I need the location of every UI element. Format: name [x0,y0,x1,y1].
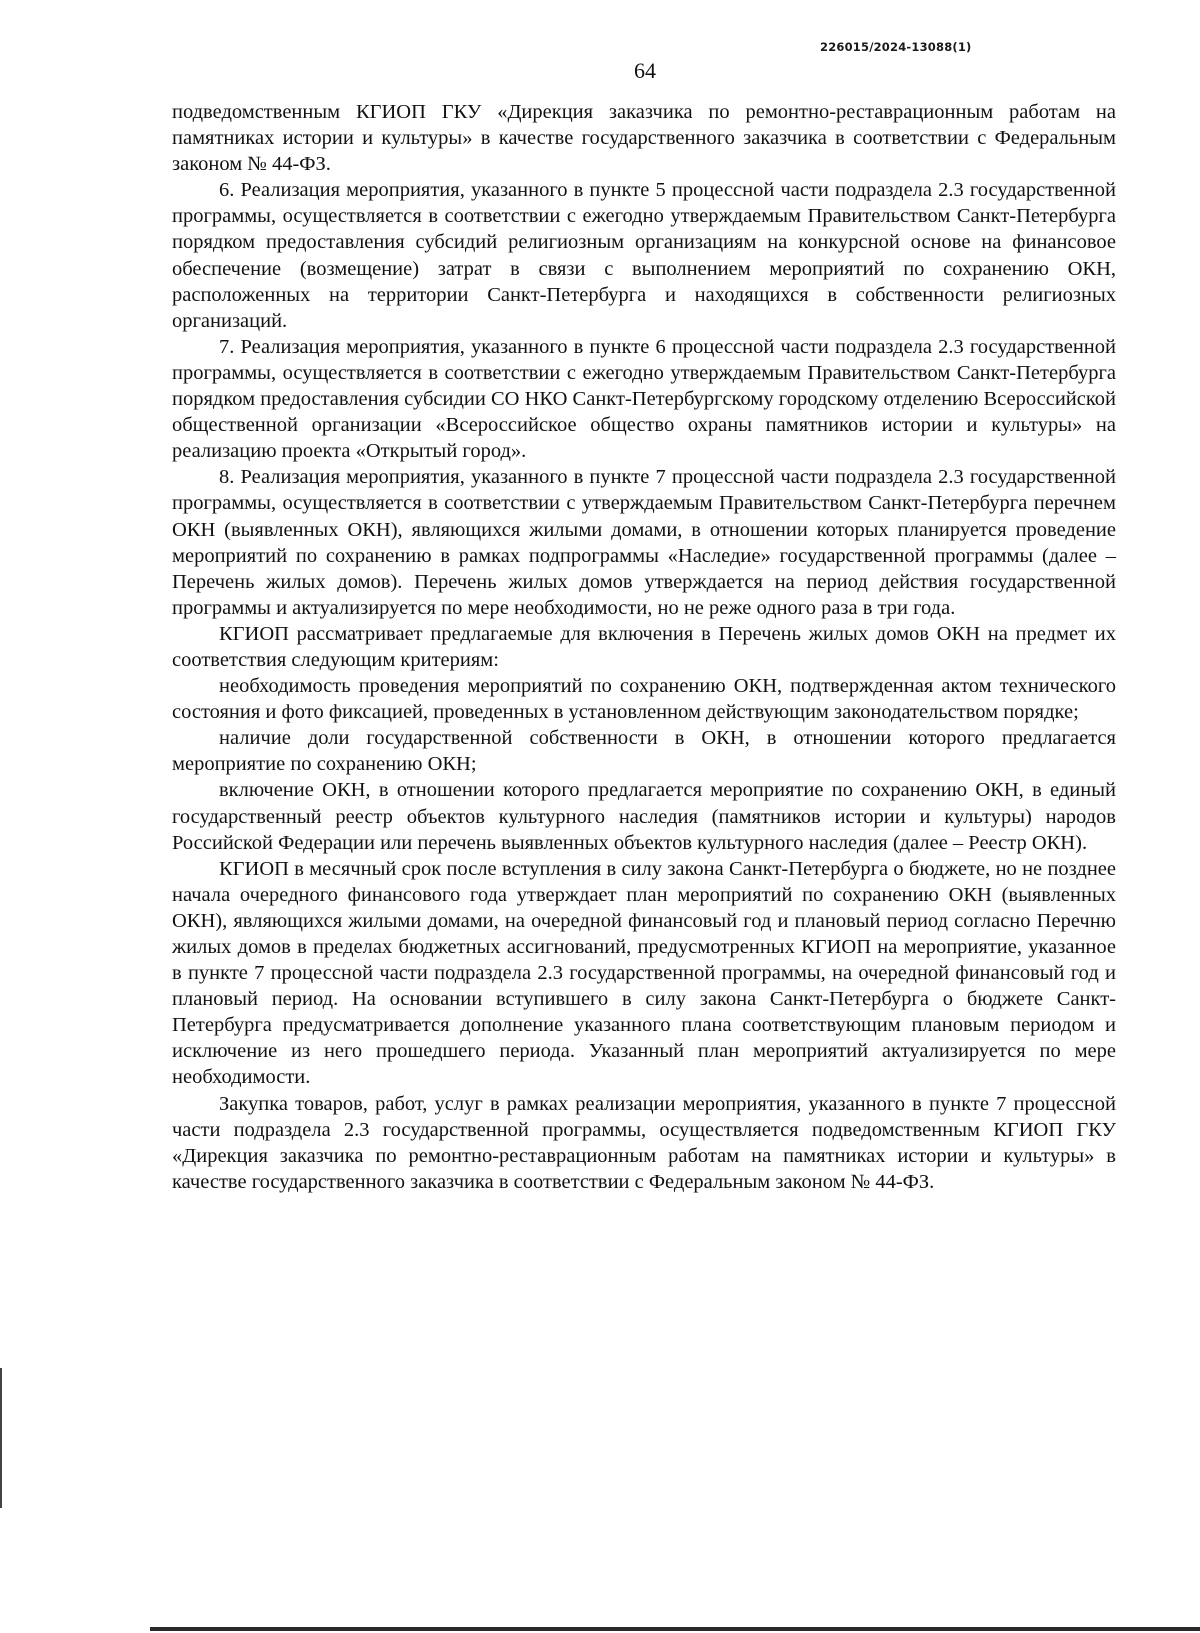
scan-edge-mark [0,1368,2,1508]
page-number: 64 [634,58,656,83]
scan-bottom-line [150,1627,1200,1631]
document-registration-number: 226015/2024-13088(1) [820,40,972,54]
paragraph-criteria-intro: КГИОП рассматривает предлагаемые для включения в Перечень жилых домов ОКН на предмет их соответствия следующим критериям: [172,622,1116,671]
paragraph-criterion-2: наличие доли государственной собственности в ОКН, в отношении которого предлагается мероприятие по сохранению ОКН; [172,727,1116,776]
paragraph-criterion-1: необходимость проведения мероприятий по сохранению ОКН, подтвержденная актом технического состояния и фото фиксацией, проведенных в установленном действующим законодательством порядке; [172,675,1116,724]
paragraph-plan: КГИОП в месячный срок после вступления в силу закона Санкт-Петербурга о бюджете, но не позднее начала очередного финансового года утверждает план мероприятий по сохранению ОКН (выявленных ОКН), являющихся жилыми домами, на очередной финансовый год и плановый период согласно Перечню жилых домов в пределах бюджетных ассигнований, предусмотренных КГИОП на мероприятие, указанное в пункте 7 процессной части подраздела 2.3 государственной программы, на очередной финансовый год и плановый период. На основании вступившего в силу закона Санкт-Петербурга о бюджете Санкт-Петербурга предусматривается дополнение указанного плана соответствующим плановым периодом и исключение из него прошедшего периода. Указанный план мероприятий актуализируется по мере необходимости. [172,857,1116,1089]
paragraph-continuation: подведомственным КГИОП ГКУ «Дирекция заказчика по ремонтно-реставрационным работам на памятниках истории и культуры» в качестве государственного заказчика в соответствии с Федеральным законом № 44-ФЗ. [172,101,1116,176]
paragraph-item-7: 7. Реализация мероприятия, указанного в пункте 6 процессной части подраздела 2.3 государственной программы, осуществляется в соответствии с ежегодно утверждаемым Правительством Санкт-Петербурга порядком предоставления субсидии СО НКО Санкт-Петербургскому городскому отделению Всероссийской общественной организации «Всероссийское общество охраны памятников истории и культуры» на реализацию проекта «Открытый город». [172,335,1116,463]
paragraph-item-6: 6. Реализация мероприятия, указанного в пункте 5 процессной части подраздела 2.3 государственной программы, осуществляется в соответствии с ежегодно утверждаемым Правительством Санкт-Петербурга порядком предоставления субсидий религиозным организациям на конкурсной основе на финансовое обеспечение (возмещение) затрат в связи с выполнением мероприятий по сохранению ОКН, расположенных на территории Санкт-Петербурга и находящихся в собственности религиозных организаций. [172,179,1116,332]
paragraph-procurement: Закупка товаров, работ, услуг в рамках реализации мероприятия, указанного в пункте 7 процессной части подраздела 2.3 государственной программы, осуществляется подведомственным КГИОП ГКУ «Дирекция заказчика по ремонтно-реставрационным работам на памятниках истории и культуры» в качестве государственного заказчика в соответствии с Федеральным законом № 44-ФЗ. [172,1092,1116,1193]
paragraph-criterion-3: включение ОКН, в отношении которого предлагается мероприятие по сохранению ОКН, в единый государственный реестр объектов культурного наследия (памятников истории и культуры) народов Российской Федерации или перечень выявленных объектов культурного наследия (далее – Реестр ОКН). [172,779,1116,854]
document-body [172,99,1116,1195]
paragraph-item-8: 8. Реализация мероприятия, указанного в пункте 7 процессной части подраздела 2.3 государственной программы, осуществляется в соответствии с утверждаемым Правительством Санкт-Петербурга перечнем ОКН (выявленных ОКН), являющихся жилыми домами, в отношении которых планируется проведение мероприятий по сохранению в рамках подпрограммы «Наследие» государственной программы (далее – Перечень жилых домов). Перечень жилых домов утверждается на период действия государственной программы и актуализируется по мере необходимости, но не реже одного раза в три года. [172,466,1116,619]
